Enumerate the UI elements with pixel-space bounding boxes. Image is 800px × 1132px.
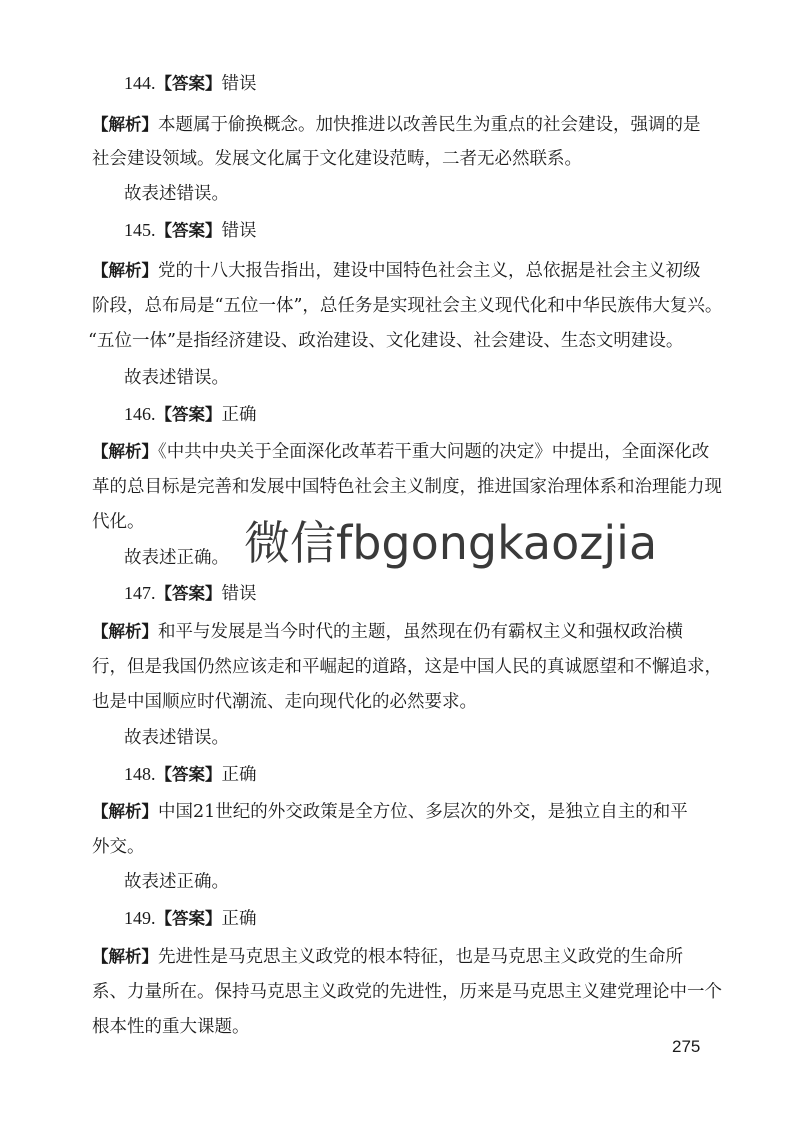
analysis-line: 系、力量所在。保持马克思主义政党的先进性，历来是马克思主义建党理论中一个	[92, 982, 722, 1002]
conclusion-line: 故表述错误。	[124, 184, 229, 204]
answer-tag: 【答案】	[155, 909, 222, 928]
answer-value: 错误	[221, 221, 257, 241]
question-number: 145.	[124, 220, 156, 240]
question-number: 149.	[124, 908, 156, 928]
answer-line-148	[124, 762, 257, 787]
question-number: 148.	[124, 764, 156, 784]
analysis-line: 行，但是我国仍然应该走和平崛起的道路，这是中国人民的真诚愿望和不懈追求，	[92, 657, 722, 677]
page-number: 275	[672, 1037, 701, 1056]
analysis-line: “五位一体”是指经济建设、政治建设、文化建设、社会建设、生态文明建设。	[88, 331, 684, 351]
conclusion-line: 故表述正确。	[124, 548, 229, 568]
conclusion-line: 故表述正确。	[124, 872, 229, 892]
analysis-line: 根本性的重大课题。	[92, 1017, 250, 1037]
answer-value: 正确	[221, 909, 257, 929]
question-number: 147.	[124, 583, 156, 603]
answer-tag: 【答案】	[155, 584, 222, 603]
watermark-text: 微信fbgongkaozjia	[238, 508, 663, 578]
analysis-line: 【解析】和平与发展是当今时代的主题，虽然现在仍有霸权主义和强权政治横	[92, 622, 683, 642]
answer-value: 正确	[221, 765, 257, 785]
analysis-line: 阶段，总布局是“五位一体”，总任务是实现社会主义现代化和中华民族伟大复兴。	[92, 296, 723, 316]
conclusion-line: 故表述错误。	[124, 728, 229, 748]
answer-tag: 【答案】	[155, 74, 222, 93]
analysis-tag: 【解析】	[92, 115, 158, 134]
analysis-tag: 【解析】	[92, 622, 158, 641]
answer-line-149	[124, 906, 257, 931]
answer-line-147	[124, 581, 257, 606]
answer-value: 错误	[221, 584, 257, 604]
question-number: 146.	[124, 404, 156, 424]
analysis-tag: 【解析】	[92, 947, 158, 966]
analysis-line: 社会建设领域。发展文化属于文化建设范畴，二者无必然联系。	[92, 149, 582, 169]
analysis-line: 革的总目标是完善和发展中国特色社会主义制度，推进国家治理体系和治理能力现	[92, 477, 722, 497]
answer-tag: 【答案】	[155, 765, 222, 784]
analysis-tag: 【解析】	[92, 442, 158, 461]
answer-tag: 【答案】	[155, 405, 222, 424]
answer-value: 错误	[221, 74, 257, 94]
analysis-line: 【解析】《中共中央关于全面深化改革若干重大问题的决定》中提出，全面深化改	[92, 442, 710, 462]
analysis-line: 【解析】党的十八大报告指出，建设中国特色社会主义，总依据是社会主义初级	[92, 261, 701, 281]
question-number: 144.	[124, 73, 156, 93]
answer-line-145	[124, 218, 257, 243]
analysis-tag: 【解析】	[92, 261, 158, 280]
conclusion-line: 故表述错误。	[124, 368, 229, 388]
answer-value: 正确	[221, 405, 257, 425]
analysis-line: 【解析】中国21世纪的外交政策是全方位、多层次的外交，是独立自主的和平	[92, 802, 688, 822]
analysis-tag: 【解析】	[92, 802, 158, 821]
analysis-line: 代化。	[92, 512, 145, 532]
analysis-line: 【解析】先进性是马克思主义政党的根本特征，也是马克思主义政党的生命所	[92, 947, 683, 967]
answer-line-144	[124, 71, 257, 96]
answer-line-146	[124, 402, 257, 427]
answer-tag: 【答案】	[155, 221, 222, 240]
analysis-line: 也是中国顺应时代潮流、走向现代化的必然要求。	[92, 692, 477, 712]
analysis-line: 外交。	[92, 837, 145, 857]
analysis-line: 【解析】本题属于偷换概念。加快推进以改善民生为重点的社会建设，强调的是	[92, 115, 701, 135]
